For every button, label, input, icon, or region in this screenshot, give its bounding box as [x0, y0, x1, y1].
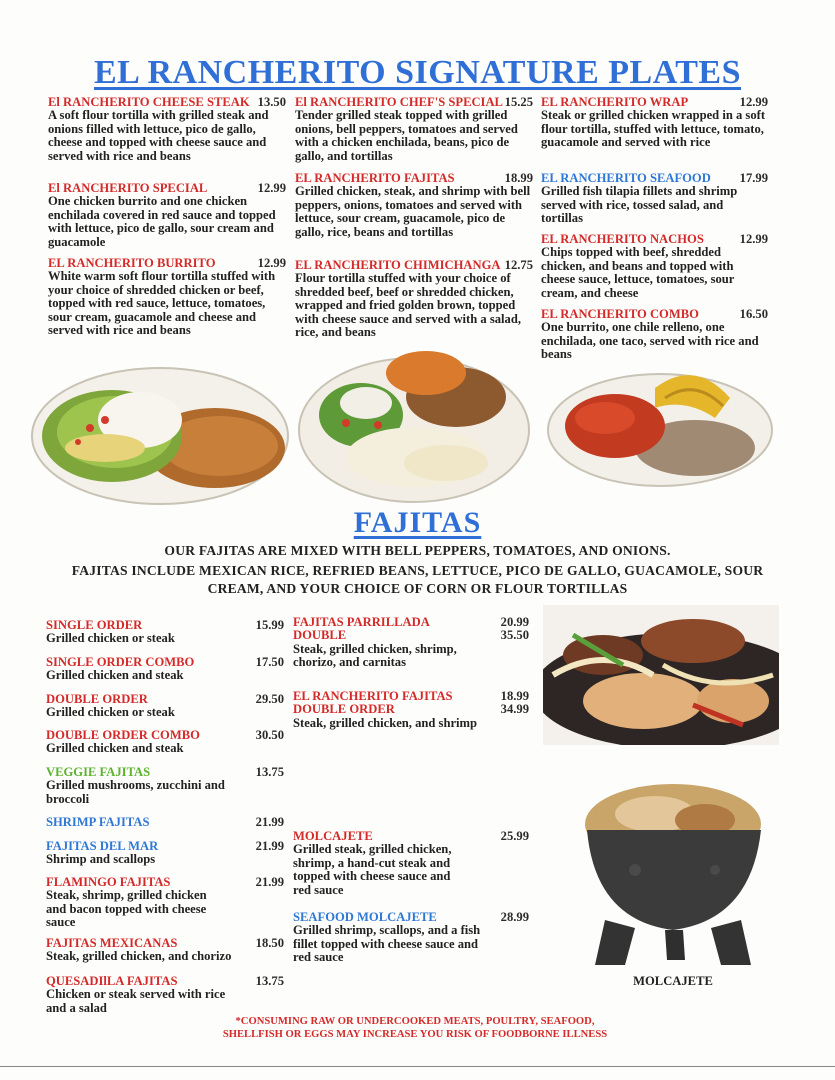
item-name: EL RANCHERITO WRAP	[541, 95, 689, 109]
health-warning	[200, 1015, 630, 1041]
item-description: Grilled shrimp, scallops, and a fish fillet topped with cheese sauce and red sauce	[293, 923, 481, 965]
item-price: 12.99	[257, 181, 286, 195]
molcajete-photo	[575, 780, 771, 970]
item-price: 20.99	[500, 615, 529, 629]
item-price: 13.75	[255, 765, 284, 779]
item-description: Grilled fish tilapia fillets and shrimp served with rice, tossed salad, and tortillas	[541, 184, 738, 226]
item-name: MOLCAJETE	[293, 829, 373, 843]
item-name: FAJITAS PARRILLADA	[293, 615, 430, 629]
item-description: Grilled chicken, steak, and shrimp with bell peppers, onions, tomatoes and served with lettuce, sour cream, guacamole, pico de gallo, rice, beans and tortillas	[295, 184, 531, 239]
item-name: EL RANCHERITO COMBO	[541, 307, 699, 321]
chimichanga-plate-photo	[296, 345, 532, 505]
item-subname: DOUBLE ORDER	[293, 702, 395, 717]
menu-item	[46, 656, 284, 683]
item-description: Steak or grilled chicken wrapped in a soft flour tortilla, stuffed with lettuce, tomato, guacamole and served with rice	[541, 108, 766, 150]
menu-item	[541, 172, 768, 226]
menu-item	[46, 840, 284, 867]
combo-plate-photo	[545, 358, 775, 488]
item-price: 18.50	[255, 936, 284, 950]
item-description: Grilled chicken or steak	[46, 631, 175, 646]
menu-item	[295, 259, 533, 339]
item-price: 17.99	[739, 171, 768, 185]
item-name: EL RANCHERITO NACHOS	[541, 232, 704, 246]
item-price: 17.50	[255, 655, 284, 669]
item-name: El RANCHERITO SPECIAL	[48, 181, 208, 195]
menu-item	[48, 182, 286, 249]
item-description: One burrito, one chile relleno, one enchilada, one taco, served with rice and beans	[541, 320, 759, 362]
item-price: 15.99	[255, 618, 284, 632]
fajitas-intro-line: FAJITAS INCLUDE MEXICAN RICE, REFRIED BEANS, LETTUCE, PICO DE GALLO, GUACAMOLE, SOUR	[71, 563, 764, 578]
item-description: Steak, grilled chicken, and shrimp	[293, 715, 478, 730]
item-price: 28.99	[500, 910, 529, 924]
item-name: El RANCHERITO CHEF'S SPECIAL	[295, 95, 503, 109]
item-description: Steak, grilled chicken, shrimp, chorizo, and carnitas	[293, 641, 457, 670]
item-description: A soft flour tortilla with grilled steak and onions filled with lettuce, pico de gallo, cheese and topped with cheese sauce and served with rice and beans	[48, 108, 269, 163]
item-description: Chicken or steak served with rice and a salad	[46, 987, 226, 1015]
item-name: SEAFOOD MOLCAJETE	[293, 910, 437, 924]
item-name: DOUBLE ORDER	[46, 692, 148, 706]
item-name: FLAMINGO FAJITAS	[46, 875, 171, 889]
menu-item-parrillada	[293, 616, 529, 670]
item-price: 30.50	[255, 728, 284, 742]
menu-item	[541, 308, 768, 362]
menu-item	[46, 876, 284, 930]
menu-item	[541, 233, 768, 300]
health-warning-line: *CONSUMING RAW OR UNDERCOOKED MEATS, POULTRY, SEAFOOD,	[235, 1016, 595, 1027]
menu-item	[46, 729, 284, 756]
menu-item-molcajete	[293, 830, 529, 897]
menu-item	[48, 257, 286, 337]
item-description: Chips topped with beef, shredded chicken, and beans and topped with cheese sauce, lettuce, tomatoes, sour cream, and cheese	[541, 245, 735, 300]
item-name: SHRIMP FAJITAS	[46, 815, 150, 829]
item-name: FAJITAS DEL MAR	[46, 839, 159, 853]
menu-item	[46, 816, 284, 829]
item-price: 18.99	[500, 689, 529, 703]
menu-item	[46, 937, 284, 964]
fajitas-intro-line: CREAM, AND YOUR CHOICE OF CORN OR FLOUR TORTILLAS	[207, 581, 628, 596]
signature-plates-title: EL RANCHERITO SIGNATURE PLATES	[94, 54, 741, 91]
item-price: 21.99	[255, 839, 284, 853]
molcajete-caption: MOLCAJETE	[633, 974, 713, 988]
fajitas-intro-line: OUR FAJITAS ARE MIXED WITH BELL PEPPERS, TOMATOES, AND ONIONS.	[164, 543, 671, 558]
item-name: VEGGIE FAJITAS	[46, 765, 151, 779]
item-description: Grilled steak, grilled chicken, shrimp, a hand-cut steak and topped with cheese sauce and red sauce	[293, 842, 452, 897]
item-name: SINGLE ORDER COMBO	[46, 655, 195, 669]
menu-item	[48, 96, 286, 163]
bottom-rule	[0, 1066, 835, 1067]
item-price: 12.99	[739, 232, 768, 246]
item-name: SINGLE ORDER	[46, 618, 143, 632]
item-price: 12.99	[739, 95, 768, 109]
item-name: EL RANCHERITO CHIMICHANGA	[295, 258, 501, 272]
fajitas-skillet-photo	[543, 605, 779, 745]
item-price: 12.99	[257, 256, 286, 270]
item-description: White warm soft flour tortilla stuffed with your choice of shredded chicken or beef, topped with red sauce, lettuce, tomatoes, sour cream, guacamole and cheese and served with rice and beans	[48, 269, 276, 338]
item-price: 21.99	[255, 815, 284, 829]
menu-item	[295, 96, 533, 163]
health-warning-line: SHELLFISH OR EGGS MAY INCREASE YOU RISK OF FOODBORNE ILLNESS	[222, 1029, 608, 1040]
item-description: Shrimp and scallops	[46, 852, 156, 867]
menu-item	[46, 975, 284, 1015]
item-price: 16.50	[739, 307, 768, 321]
item-name: EL RANCHERITO FAJITAS	[295, 171, 455, 185]
item-description: Grilled chicken or steak	[46, 705, 175, 720]
fajitas-title: FAJITAS	[353, 506, 482, 539]
item-name: EL RANCHERITO BURRITO	[48, 256, 216, 270]
menu-item-seafood-molcajete	[293, 911, 529, 965]
item-description: Grilled mushrooms, zucchini and broccoli	[46, 778, 225, 806]
item-price: 29.50	[255, 692, 284, 706]
item-name: EL RANCHERITO SEAFOOD	[541, 171, 711, 185]
cheese-steak-plate-photo	[30, 358, 290, 508]
item-description: Steak, shrimp, grilled chicken and bacon topped with cheese sauce	[46, 888, 207, 930]
item-description: Steak, grilled chicken, and chorizo	[46, 949, 232, 964]
item-subname: DOUBLE	[293, 628, 347, 643]
item-description: Flour tortilla stuffed with your choice of shredded beef, beef or shredded chicken, wrapped and fried golden brown, topped with cheese sauce and served with a salad, rice, and beans	[295, 271, 521, 340]
item-description: Grilled chicken and steak	[46, 741, 184, 756]
item-name: DOUBLE ORDER COMBO	[46, 728, 200, 742]
item-price: 12.75	[504, 258, 533, 272]
item-description: One chicken burrito and one chicken enchilada covered in red sauce and topped with lettuce, pico de gallo, sour cream and guacamole	[48, 194, 276, 249]
item-price: 15.25	[504, 95, 533, 109]
item-price: 13.50	[257, 95, 286, 109]
item-price: 13.75	[255, 974, 284, 988]
menu-item	[46, 619, 284, 646]
item-price: 21.99	[255, 875, 284, 889]
menu-item	[46, 693, 284, 720]
item-name: EL RANCHERITO FAJITAS	[293, 689, 453, 703]
item-price: 25.99	[500, 829, 529, 843]
item-name: QUESADIlLA FAJITAS	[46, 974, 178, 988]
item-subprice: 34.99	[500, 702, 529, 717]
item-description: Tender grilled steak topped with grilled onions, bell peppers, tomatoes and served with a chicken enchilada, beans, pico de gallo, and tortillas	[295, 108, 518, 163]
menu-item	[541, 96, 768, 150]
menu-item	[295, 172, 533, 239]
menu-item	[46, 766, 284, 806]
item-description: Grilled chicken and steak	[46, 668, 184, 683]
item-name: FAJITAS MEXICANAS	[46, 936, 178, 950]
item-subprice: 35.50	[500, 628, 529, 643]
item-price: 18.99	[504, 171, 533, 185]
item-name: El RANCHERITO CHEESE STEAK	[48, 95, 250, 109]
menu-item-rancherito-fajitas	[293, 690, 529, 730]
